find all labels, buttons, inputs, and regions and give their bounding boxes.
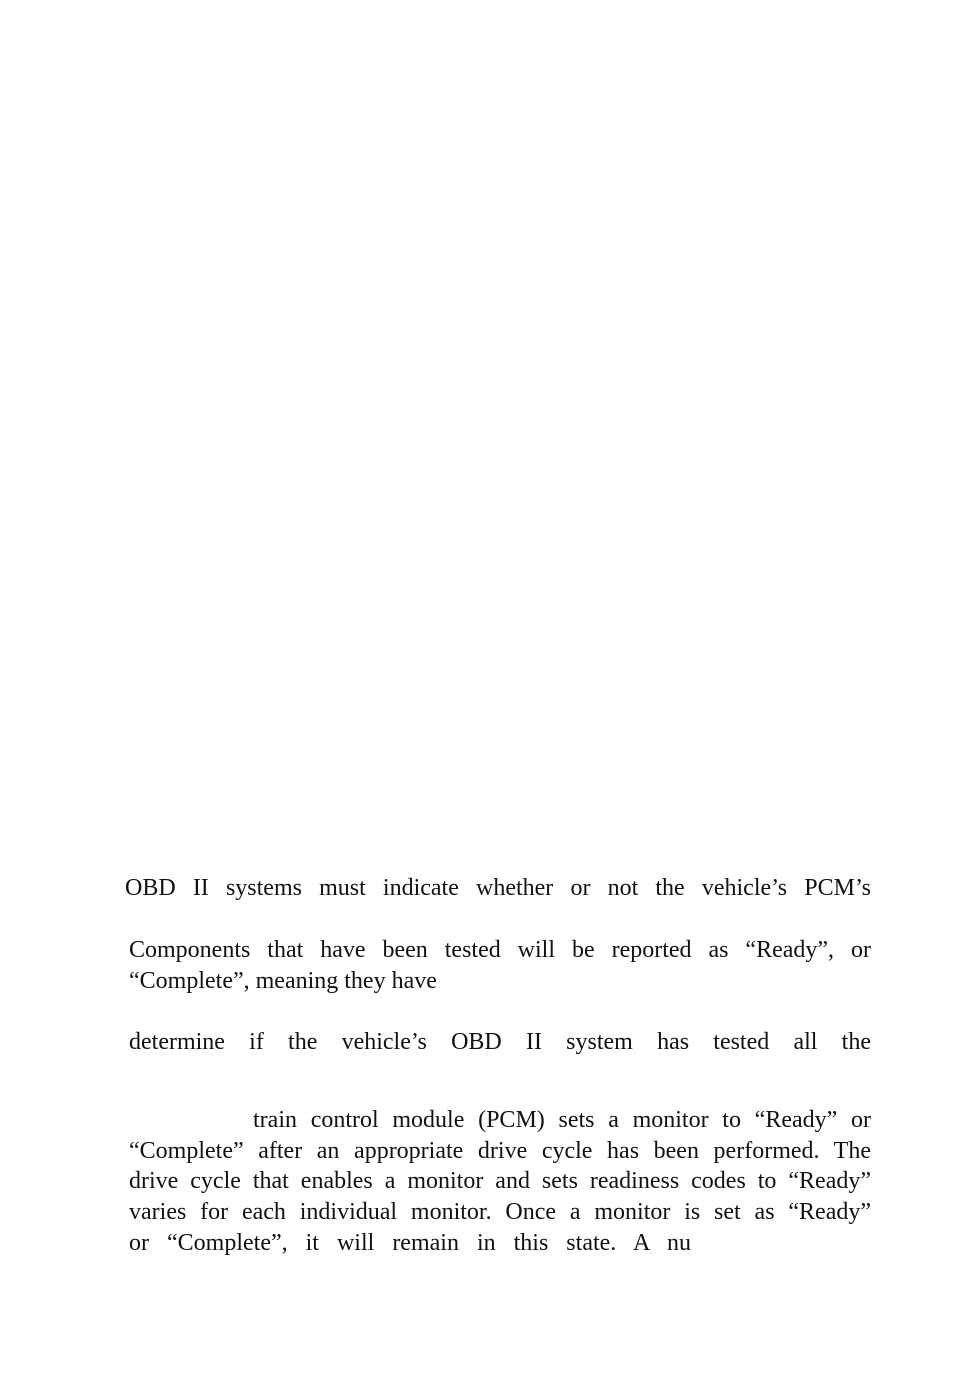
paragraph-4-line-1: train control module (PCM) sets a monitor to “Ready” or <box>253 1107 871 1133</box>
paragraph-4-line-3: drive cycle that enables a monitor and sets readiness codes to “Ready” <box>129 1168 871 1194</box>
paragraph-3-line-1: determine if the vehicle’s OBD II system has tested all the <box>129 1029 871 1055</box>
paragraph-4-line-2: “Complete” after an appropriate drive cycle has been performed. The <box>129 1138 871 1164</box>
paragraph-2-line-2: “Complete”, meaning they have <box>129 968 437 994</box>
paragraph-1-line-1: OBD II systems must indicate whether or not the vehicle’s PCM’s <box>125 875 871 901</box>
paragraph-4-line-4: varies for each individual monitor. Once a monitor is set as “Ready” <box>129 1199 871 1225</box>
paragraph-2-line-1: Components that have been tested will be reported as “Ready”, or <box>129 937 871 963</box>
paragraph-4-line-5: or “Complete”, it will remain in this state. A nu <box>129 1230 691 1256</box>
